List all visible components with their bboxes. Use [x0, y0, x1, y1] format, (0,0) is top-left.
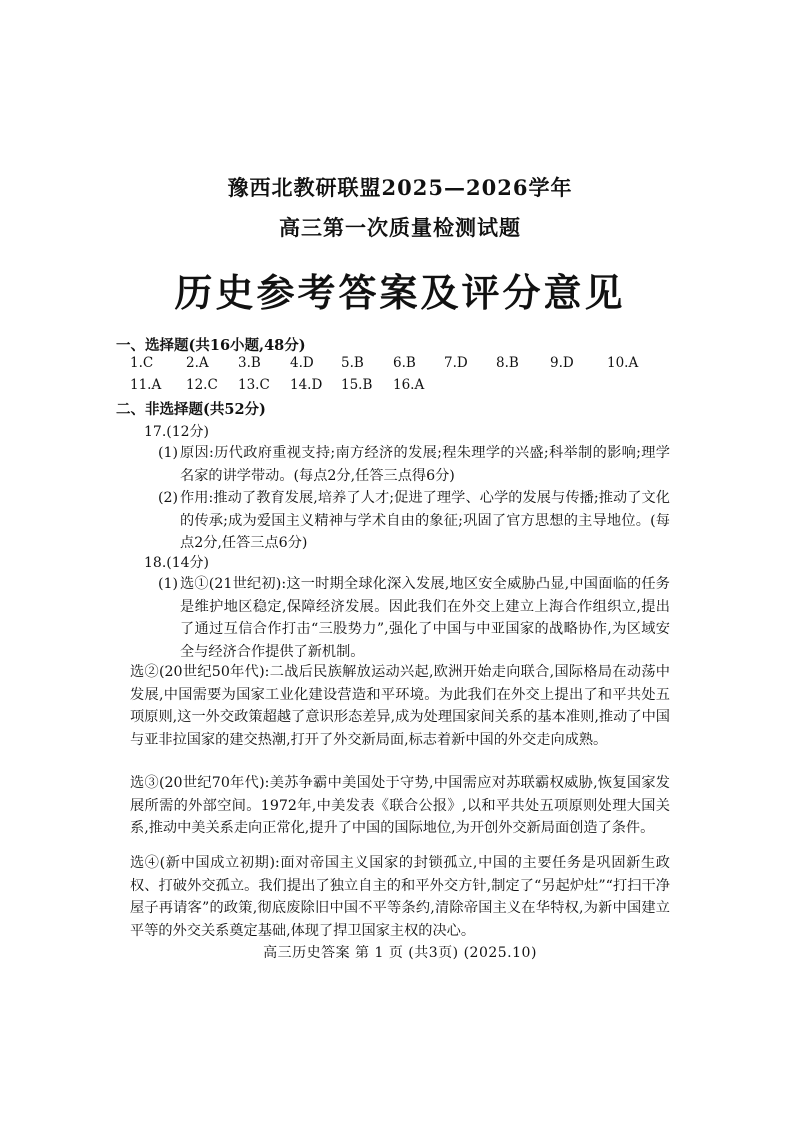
answer-item: 3.B — [238, 355, 261, 371]
q18-option-3: 选③(20世纪70年代):美苏争霸中美国处于守势,中国需应对苏联霸权威胁,恢复国家发展所需的外部空间。1972年,中美发表《联合公报》,以和平共处五项原则处理大国关系,推动中美关系走向正常化,提升了中国的国际地位,为开创外交新局面创造了条件。 — [130, 775, 670, 836]
answer-item: 4.D — [290, 355, 314, 371]
answer-item: 5.B — [341, 355, 364, 371]
answer-item: 11.A — [130, 377, 162, 393]
answer-item: 8.B — [496, 355, 519, 371]
answer-item: 2.A — [186, 355, 209, 371]
answer-item: 12.C — [186, 377, 218, 393]
answer-item: 14.D — [290, 377, 323, 393]
answer-item: 9.D — [550, 355, 574, 371]
q18-option-4: 选④(新中国成立初期):面对帝国主义国家的封锁孤立,中国的主要任务是巩固新生政权、打破外交孤立。我们提出了独立自主的和平外交方针,制定了“另起炉灶”“打扫干净屋子再请客”的政策,彻底废除旧中国不平等条约,清除帝国主义在华特权,为新中国建立平等的外交关系奠定基础,体现了捍卫国家主权的决心。 — [130, 855, 670, 939]
q17-part2-text: 作用:推动了教育发展,培养了人才;促进了理学、心学的发展与传播;推动了文化的传承;成为爱国主义精神与学术自由的象征;巩固了官方思想的主导地位。(每点2分,任答三点6分) — [180, 490, 670, 551]
section1-heading: 一、选择题(共16小题,48分) — [116, 337, 306, 354]
exam-alliance-header: 豫西北教研联盟2025—2026学年 — [227, 175, 573, 200]
answer-item: 6.B — [393, 355, 416, 371]
q18-number: 18.(14分) — [144, 555, 210, 571]
exam-name-header: 高三第一次质量检测试题 — [279, 215, 521, 240]
q17-number: 17.(12分) — [144, 424, 210, 440]
q18-part1-label: (1) — [158, 576, 179, 592]
q17-part1-label: (1) — [158, 445, 179, 461]
q17-part2-label: (2) — [158, 490, 179, 506]
answer-item: 10.A — [607, 355, 639, 371]
page-footer: 高三历史答案 第 1 页 (共3页) (2025.10) — [263, 945, 537, 961]
q18-option-2: 选②(20世纪50年代):二战后民族解放运动兴起,欧洲开始走向联合,国际格局在动荡中发展,中国需要为国家工业化建设营造和平环境。为此我们在外交上提出了和平共处五项原则,这一外交政策超越了意识形态差异,成为处理国家间关系的基本准则,推动了中国与亚非拉国家的建交热潮,打开了外交新局面,标志着新中国的外交走向成熟。 — [130, 664, 670, 748]
q17-part1-text: 原因:历代政府重视支持;南方经济的发展;程朱理学的兴盛;科举制的影响;理学名家的讲学带动。(每点2分,任答三点得6分) — [180, 445, 670, 484]
page-title: 历史参考答案及评分意见 — [174, 270, 626, 315]
answer-item: 13.C — [238, 377, 270, 393]
answer-item: 15.B — [341, 377, 373, 393]
answer-item: 16.A — [393, 377, 425, 393]
section2-heading: 二、非选择题(共52分) — [116, 401, 266, 418]
q18-part1-text: 选①(21世纪初):这一时期全球化深入发展,地区安全威胁凸显,中国面临的任务是维护地区稳定,保障经济发展。因此我们在外交上建立上海合作组织立,提出了通过互信合作打击“三股势力”,强化了中国与中亚国家的战略协作,为区域安全与经济合作提供了新机制。 — [180, 576, 670, 660]
answer-item: 7.D — [444, 355, 468, 371]
answer-item: 1.C — [130, 355, 154, 371]
